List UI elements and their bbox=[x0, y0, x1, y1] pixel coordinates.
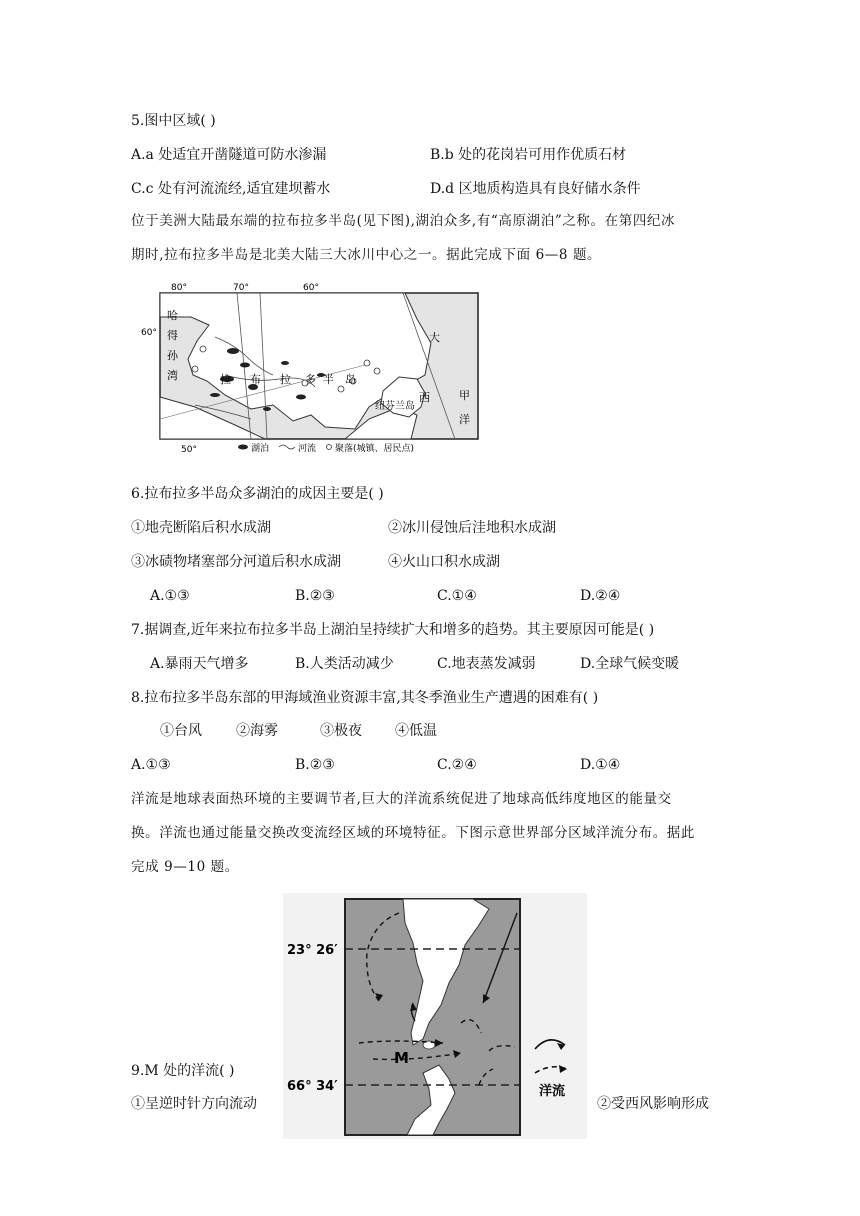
q9-item-2: ②受西风影响形成 bbox=[597, 1096, 709, 1112]
atlantic-label-2: 甲 bbox=[459, 389, 470, 402]
passage1-line-2: 期时,拉布拉多半岛是北美大陆三大冰川中心之一。据此完成下面 6—8 题。 bbox=[131, 247, 602, 263]
legend-current-label: 洋流 bbox=[539, 1084, 566, 1099]
q6-option-d: D.②④ bbox=[580, 588, 621, 604]
atlantic-label-1: 大 bbox=[429, 331, 440, 344]
q5-option-c: C.c 处有河流流经,适宜建坝蓄水 bbox=[131, 181, 331, 197]
peninsula-label-2: 布 bbox=[250, 373, 261, 386]
peninsula-label-1: 拉 bbox=[220, 373, 231, 386]
ocean-current-map bbox=[283, 893, 587, 1139]
q7-stem: 7.据调查,近年来拉布拉多半岛上湖泊呈持续扩大和增多的趋势。其主要原因可能是( ) bbox=[131, 622, 655, 638]
q9-item-1: ①呈逆时针方向流动 bbox=[131, 1096, 257, 1112]
q5-option-d: D.d 区地质构造具有良好储水条件 bbox=[430, 181, 641, 197]
peninsula-label-5: 半 bbox=[323, 373, 334, 386]
q8-item-3: ③极夜 bbox=[320, 723, 362, 739]
point-m-label: M bbox=[394, 1049, 409, 1067]
atlantic-label-4: 洋 bbox=[459, 413, 470, 426]
q5-stem: 5.图中区域( ) bbox=[131, 113, 216, 129]
legend-river: 河流 bbox=[298, 444, 317, 454]
latitude-label-bottom: 66° 34′ bbox=[287, 1079, 338, 1094]
lat-label-50: 50° bbox=[181, 445, 197, 455]
q7-option-c: C.地表蒸发减弱 bbox=[437, 656, 536, 672]
q8-item-4: ④低温 bbox=[395, 723, 437, 739]
q6-option-c: C.①④ bbox=[437, 588, 477, 604]
q9-stem: 9.M 处的洋流( ) bbox=[131, 1063, 235, 1079]
atlantic-label-3: 西 bbox=[419, 391, 430, 404]
latitude-label-top: 23° 26′ bbox=[287, 943, 338, 958]
peninsula-label-3: 拉 bbox=[280, 373, 291, 386]
q6-option-b: B.②③ bbox=[295, 588, 335, 604]
q7-option-d: D.全球气候变暖 bbox=[580, 656, 680, 672]
peninsula-label-4: 多 bbox=[305, 373, 316, 386]
hudson-bay-label-1: 哈 bbox=[167, 309, 178, 322]
hudson-bay-label-2: 得 bbox=[167, 329, 178, 342]
hudson-bay-label-3: 孙 bbox=[167, 349, 178, 362]
passage2-line-1: 洋流是地球表面热环境的主要调节者,巨大的洋流系统促进了地球高低纬度地区的能量交 bbox=[131, 791, 672, 807]
legend-lake: 湖泊 bbox=[251, 444, 270, 454]
q5-option-a: A.a 处适宜开凿隧道可防水渗漏 bbox=[131, 147, 327, 163]
passage2-line-2: 换。洋流也通过能量交换改变流经区域的环境特征。下图示意世界部分区域洋流分布。据此 bbox=[131, 825, 695, 841]
q6-item-4: ④火山口积水成湖 bbox=[388, 554, 500, 570]
q6-item-3: ③冰碛物堵塞部分河道后积水成湖 bbox=[131, 554, 341, 570]
peninsula-label-6: 岛 bbox=[345, 373, 356, 386]
q6-item-2: ②冰川侵蚀后洼地积水成湖 bbox=[388, 520, 556, 536]
q8-stem: 8.拉布拉多半岛东部的甲海域渔业资源丰富,其冬季渔业生产遭遇的困难有( ) bbox=[131, 690, 599, 706]
lon-label-70: 70° bbox=[233, 283, 249, 293]
q8-option-a: A.①③ bbox=[131, 757, 171, 773]
q8-item-1: ①台风 bbox=[160, 723, 202, 739]
passage2-line-3: 完成 9—10 题。 bbox=[131, 859, 239, 875]
legend-settlement: 聚落(城镇、居民点) bbox=[335, 444, 415, 454]
q8-option-b: B.②③ bbox=[295, 757, 335, 773]
q6-stem: 6.拉布拉多半岛众多湖泊的成因主要是( ) bbox=[131, 486, 384, 502]
q8-option-d: D.①④ bbox=[580, 757, 621, 773]
passage1-line-1: 位于美洲大陆最东端的拉布拉多半岛(见下图),湖泊众多,有“高原湖泊”之称。在第四纪冰 bbox=[131, 213, 676, 229]
lon-label-60: 60° bbox=[303, 283, 319, 293]
q6-item-1: ①地壳断陷后积水成湖 bbox=[131, 520, 271, 536]
newfoundland-label: 纽芬兰岛 bbox=[375, 401, 415, 412]
q5-option-b: B.b 处的花岗岩可用作优质石材 bbox=[430, 147, 627, 163]
labrador-map bbox=[141, 279, 480, 455]
q6-option-a: A.①③ bbox=[150, 588, 190, 604]
q7-option-a: A.暴雨天气增多 bbox=[150, 656, 249, 672]
hudson-bay-label-4: 湾 bbox=[167, 369, 178, 382]
q8-option-c: C.②④ bbox=[437, 757, 477, 773]
q7-option-b: B.人类活动减少 bbox=[295, 656, 394, 672]
lat-label-60: 60° bbox=[141, 328, 157, 338]
lon-label-80: 80° bbox=[171, 283, 187, 293]
q8-item-2: ②海雾 bbox=[236, 723, 278, 739]
